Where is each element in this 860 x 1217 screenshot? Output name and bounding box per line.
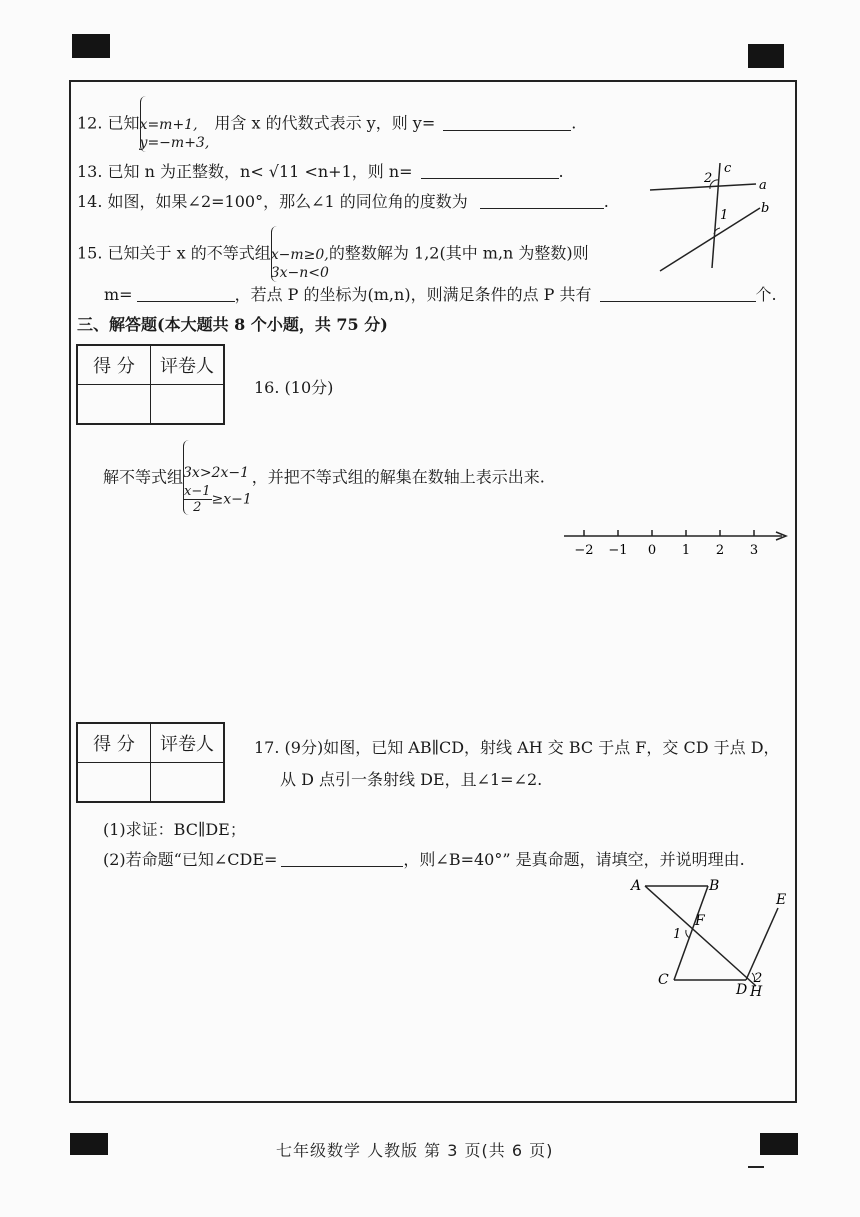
score-table-q16	[76, 344, 225, 425]
fig14-label-c: c	[724, 161, 732, 176]
tick-label-3: 3	[749, 543, 759, 558]
fig14-label-1: 1	[720, 208, 729, 223]
tick-label-0: 0	[647, 543, 657, 558]
q16-eq2-rest: ≥x−1	[211, 491, 252, 508]
registration-mark-top-left	[72, 34, 110, 58]
registration-mark-top-right	[748, 44, 784, 68]
q16-system	[183, 440, 252, 515]
number-line-ticks	[584, 530, 754, 536]
ray-ah	[645, 886, 756, 986]
q15-mid: ，若点 P 的坐标为(m,n)，则满足条件的点 P 共有	[234, 285, 592, 304]
q17-part2-b: ，则∠B=40°” 是真命题，请填空，并说明理由.	[403, 850, 745, 869]
question-15-line-2	[104, 285, 777, 305]
q16-frac-den: 2	[193, 500, 202, 515]
tick-label-neg1: −1	[608, 543, 628, 558]
q14-answer-blank[interactable]	[480, 192, 604, 209]
q12-eq1: x=m+1,	[139, 117, 198, 133]
q12-text: 用含 x 的代数式表示 y，则 y=	[214, 113, 436, 133]
q17-part2-a: (2)若命题“已知∠CDE=	[103, 850, 278, 869]
q12-end: .	[571, 113, 577, 133]
figure-q14	[648, 158, 778, 276]
fig14-label-a: a	[759, 178, 767, 193]
q16-body	[103, 440, 545, 515]
q17-part-2	[103, 850, 745, 870]
score-cell[interactable]	[77, 763, 151, 803]
tick-label-neg2: −2	[574, 543, 594, 558]
footer-mark	[748, 1166, 764, 1168]
q15-system	[271, 226, 329, 282]
score-header: 得 分	[77, 723, 151, 763]
q15-m-blank[interactable]	[137, 285, 235, 302]
q14-text: 14. 如图，如果∠2=100°，那么∠1 的同位角的度数为	[77, 192, 468, 211]
line-b	[660, 208, 760, 271]
question-14	[77, 192, 609, 212]
q17-header: 17. (9分)如图，已知 AB∥CD，射线 AH 交 BC 于点 F，交 CD 于点 D，	[254, 738, 780, 757]
q12-prefix: 12. 已知	[77, 113, 140, 133]
q15-eq1: x−m≥0,	[270, 247, 329, 263]
q12-system	[140, 96, 210, 152]
score-table-q17	[76, 722, 225, 803]
fig17-label-f: F	[695, 913, 705, 929]
figure-q17	[628, 872, 794, 1004]
fig17-label-d: D	[736, 982, 748, 998]
q15-count-blank[interactable]	[600, 285, 756, 302]
grader-cell[interactable]	[151, 763, 225, 803]
q16-lead: 解不等式组	[103, 467, 184, 487]
fig17-label-e: E	[776, 892, 787, 908]
q12-answer-blank[interactable]	[443, 114, 571, 131]
q13-end: .	[558, 162, 564, 181]
score-header: 得 分	[77, 345, 151, 385]
q17-cde-blank[interactable]	[281, 850, 403, 867]
line-c	[712, 163, 720, 268]
q16-eq1: 3x>2x−1	[183, 465, 249, 481]
section-3-title: 三、解答题(本大题共 8 个小题，共 75 分)	[77, 315, 388, 334]
registration-mark-bottom-left	[70, 1133, 108, 1155]
q14-end: .	[603, 192, 609, 211]
q16-header: 16. (10分)	[254, 378, 334, 397]
fig14-label-b: b	[761, 201, 770, 216]
question-13	[77, 162, 564, 182]
fig17-label-1: 1	[673, 927, 682, 942]
number-line	[562, 522, 788, 562]
fig14-label-2: 2	[704, 171, 713, 186]
q16-tail: ，并把不等式组的解集在数轴上表示出来.	[251, 467, 545, 487]
ray-de	[746, 908, 778, 980]
q15-eq2: 3x−n<0	[270, 265, 329, 281]
grader-header: 评卷人	[151, 345, 225, 385]
tick-label-2: 2	[715, 543, 725, 558]
q15-text: 的整数解为 1,2(其中 m,n 为整数)则	[328, 243, 589, 263]
line-a	[650, 184, 756, 190]
question-15	[77, 226, 589, 282]
q15-m: m=	[104, 285, 133, 304]
grader-cell[interactable]	[151, 385, 225, 425]
grader-header: 评卷人	[151, 723, 225, 763]
score-cell[interactable]	[77, 385, 151, 425]
q17-header-2: 从 D 点引一条射线 DE，且∠1=∠2.	[280, 770, 543, 789]
fig17-label-2: 2	[754, 971, 763, 986]
page-footer: 七年级数学 人教版 第 3 页(共 6 页)	[276, 1141, 554, 1160]
question-12	[77, 96, 576, 152]
registration-mark-bottom-right	[760, 1133, 798, 1155]
q15-end: 个.	[755, 285, 777, 304]
fig17-label-a: A	[631, 878, 642, 894]
fig17-label-h: H	[750, 984, 763, 1000]
q16-frac-num: x−1	[184, 484, 211, 499]
q17-part-1: (1)求证：BC∥DE；	[103, 820, 246, 839]
fig17-label-c: C	[658, 972, 669, 988]
tick-label-1: 1	[681, 543, 691, 558]
q12-eq2: y=−m+3,	[139, 135, 210, 151]
q15-prefix: 15. 已知关于 x 的不等式组	[77, 243, 271, 263]
q13-text: 13. 已知 n 为正整数，n< √11 <n+1，则 n=	[77, 162, 413, 181]
q13-answer-blank[interactable]	[421, 162, 559, 179]
fig17-label-b: B	[709, 878, 720, 894]
